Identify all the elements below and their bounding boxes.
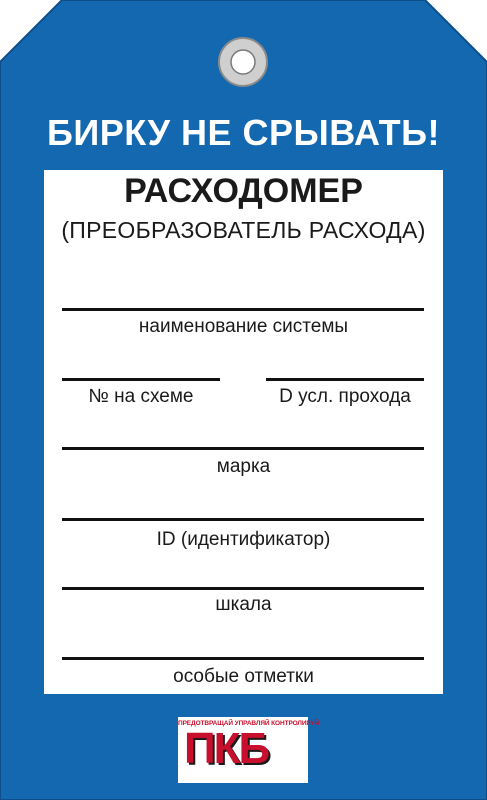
scheme-number-line xyxy=(62,378,220,381)
info-panel xyxy=(44,170,443,694)
brand-label: марка xyxy=(216,456,271,477)
nominal-diameter-line xyxy=(266,378,424,381)
scale-line xyxy=(62,587,424,590)
scale-label: шкала xyxy=(215,594,272,615)
brand-line xyxy=(62,447,424,450)
tag-subtitle: (ПРЕОБРАЗОВАТЕЛЬ РАСХОДА) xyxy=(61,217,426,243)
special-notes-label: особые отметки xyxy=(173,666,314,687)
logo-brand: ПКБ xyxy=(184,724,269,773)
special-notes-line xyxy=(62,657,424,660)
scheme-number-label: № на схеме xyxy=(88,386,194,407)
logo-slogan: ПРЕДОТВРАЩАЙ УПРАВЛЯЙ КОНТРОЛИРУЙ xyxy=(178,720,320,727)
eyelet-hole xyxy=(231,50,255,74)
system-name-line xyxy=(62,308,424,311)
identifier-label: ID (идентификатор) xyxy=(156,529,331,550)
warning-text: БИРКУ НЕ СРЫВАТЬ! xyxy=(46,112,441,153)
system-name-label: наименование системы xyxy=(138,316,349,337)
nominal-diameter-label: D усл. прохода xyxy=(279,386,411,407)
tag-title: РАСХОДОМЕР xyxy=(124,172,363,210)
brand-logo xyxy=(178,717,320,783)
identifier-line xyxy=(62,518,424,521)
